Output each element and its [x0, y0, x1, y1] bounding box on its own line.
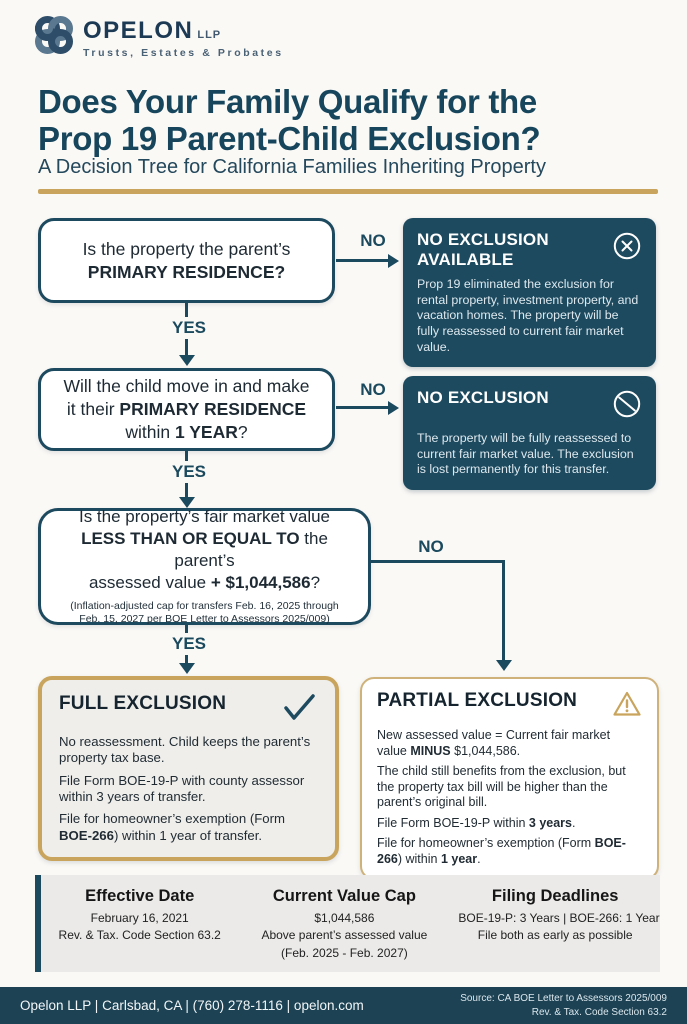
full-exclusion-title: FULL EXCLUSION — [59, 693, 227, 714]
partial-exclusion-paragraph: The child still benefits from the exclusion, but the property tax bill will be higher than the parent’s original bill. — [377, 764, 626, 809]
arrowhead-no-3 — [496, 660, 512, 671]
no-exclusion-title: NO EXCLUSION — [417, 388, 549, 407]
yes-label-3: YES — [162, 633, 216, 655]
question-box-value-cap — [38, 508, 371, 625]
info-title: Effective Date — [85, 887, 195, 905]
connector-no-3-horizontal — [371, 560, 505, 563]
partial-exclusion-title: PARTIAL EXCLUSION — [377, 690, 578, 711]
no-exclusion-available-title: NO EXCLUSION AVAILABLE — [417, 230, 549, 270]
circle-x-icon — [612, 231, 642, 266]
summary-info-bar — [35, 875, 660, 972]
question-text: Will the child move in and make it their PRIMARY RESIDENCE within 1 YEAR? — [63, 376, 310, 442]
no-label-2: NO — [348, 379, 398, 401]
warning-icon — [612, 690, 642, 723]
arrowhead-yes-1 — [179, 355, 195, 366]
question-box-primary-residence — [38, 218, 335, 303]
brand-tagline: Trusts, Estates & Probates — [83, 46, 284, 59]
yes-label-2: YES — [162, 461, 216, 483]
footer-source — [460, 992, 667, 1019]
gold-divider — [38, 189, 658, 194]
no-exclusion-available-body: Prop 19 eliminated the exclusion for rental property, investment property, and vacation homes. The property will be fully reassessed to current fair market value. — [417, 277, 639, 354]
brand-name: OPELON — [83, 16, 194, 44]
page-title: Does Your Family Qualify for the Prop 19 Parent-Child Exclusion? — [38, 83, 541, 158]
info-column-filing-deadlines — [454, 887, 660, 945]
arrowhead-no-1 — [388, 254, 399, 268]
info-line: File both as early as possible — [477, 928, 633, 943]
no-exclusion-box — [403, 376, 656, 490]
full-exclusion-paragraph: File Form BOE-19-P with county assessor within 3 years of transfer. — [59, 772, 305, 805]
info-column-value-cap — [234, 887, 454, 962]
partial-exclusion-box — [360, 677, 659, 880]
info-column-effective-date — [45, 887, 234, 945]
no-exclusion-available-box — [403, 218, 656, 367]
no-exclusion-body: The property will be fully reassessed to current fair market value. The exclusion is lost permanently for this transfer. — [417, 431, 634, 477]
logo — [33, 14, 284, 61]
prohibition-icon — [612, 389, 642, 424]
partial-exclusion-paragraph: File for homeowner’s exemption (Form BOE-266) within 1 year. — [377, 836, 626, 866]
partial-exclusion-paragraph: New assessed value = Current fair market value MINUS $1,044,586. — [377, 728, 611, 758]
info-line: (Feb. 2025 - Feb. 2027) — [281, 945, 408, 960]
info-line: BOE-19-P: 3 Years | BOE-266: 1 Year — [458, 911, 660, 925]
info-line: February 16, 2021 — [90, 911, 189, 925]
knot-logo-icon — [33, 14, 75, 61]
connector-no-2 — [336, 406, 389, 409]
full-exclusion-box — [38, 676, 339, 861]
logo-text — [83, 17, 284, 59]
connector-no-1 — [336, 259, 389, 262]
connector-no-3-vertical — [502, 560, 505, 662]
question-note: (Inflation-adjusted cap for transfers Feb. 16, 2025 through Feb. 15, 2027 per BOE Letter to Assessors 2025/009) — [70, 599, 339, 626]
partial-exclusion-paragraph: File Form BOE-19-P within 3 years. — [377, 815, 576, 830]
info-title: Current Value Cap — [272, 887, 416, 905]
arrowhead-yes-3 — [179, 663, 195, 674]
question-box-move-in — [38, 368, 335, 451]
checkmark-icon — [280, 693, 318, 728]
page-subtitle: A Decision Tree for California Families Inheriting Property — [38, 156, 546, 178]
question-text: Is the property the parent’s PRIMARY RESIDENCE? — [82, 238, 291, 282]
yes-label-1: YES — [162, 317, 216, 339]
info-title: Filing Deadlines — [491, 887, 619, 905]
info-line: Rev. & Tax. Code Section 63.2 — [58, 928, 221, 943]
full-exclusion-paragraph: File for homeowner’s exemption (Form BOE-266) within 1 year of transfer. — [59, 811, 285, 843]
question-text: Is the property’s fair market value LESS THAN OR EQUAL TO the parent’s assessed value + $1,044,586? — [78, 507, 330, 593]
footer-source-line: Source: CA BOE Letter to Assessors 2025/009 — [460, 993, 667, 1004]
no-label-1: NO — [348, 230, 398, 252]
arrowhead-no-2 — [388, 401, 399, 415]
brand-suffix: LLP — [197, 28, 222, 41]
info-line: Above parent’s assessed value — [261, 928, 428, 943]
footer-source-line: Rev. & Tax. Code Section 63.2 — [531, 1006, 667, 1018]
footer-contact: Opelon LLP | Carlsbad, CA | (760) 278-1116 | opelon.com — [20, 998, 364, 1013]
full-exclusion-paragraph: No reassessment. Child keeps the parent’s property tax base. — [59, 734, 311, 766]
no-label-3: NO — [406, 536, 456, 558]
footer — [0, 987, 687, 1024]
info-line: $1,044,586 — [314, 911, 375, 925]
